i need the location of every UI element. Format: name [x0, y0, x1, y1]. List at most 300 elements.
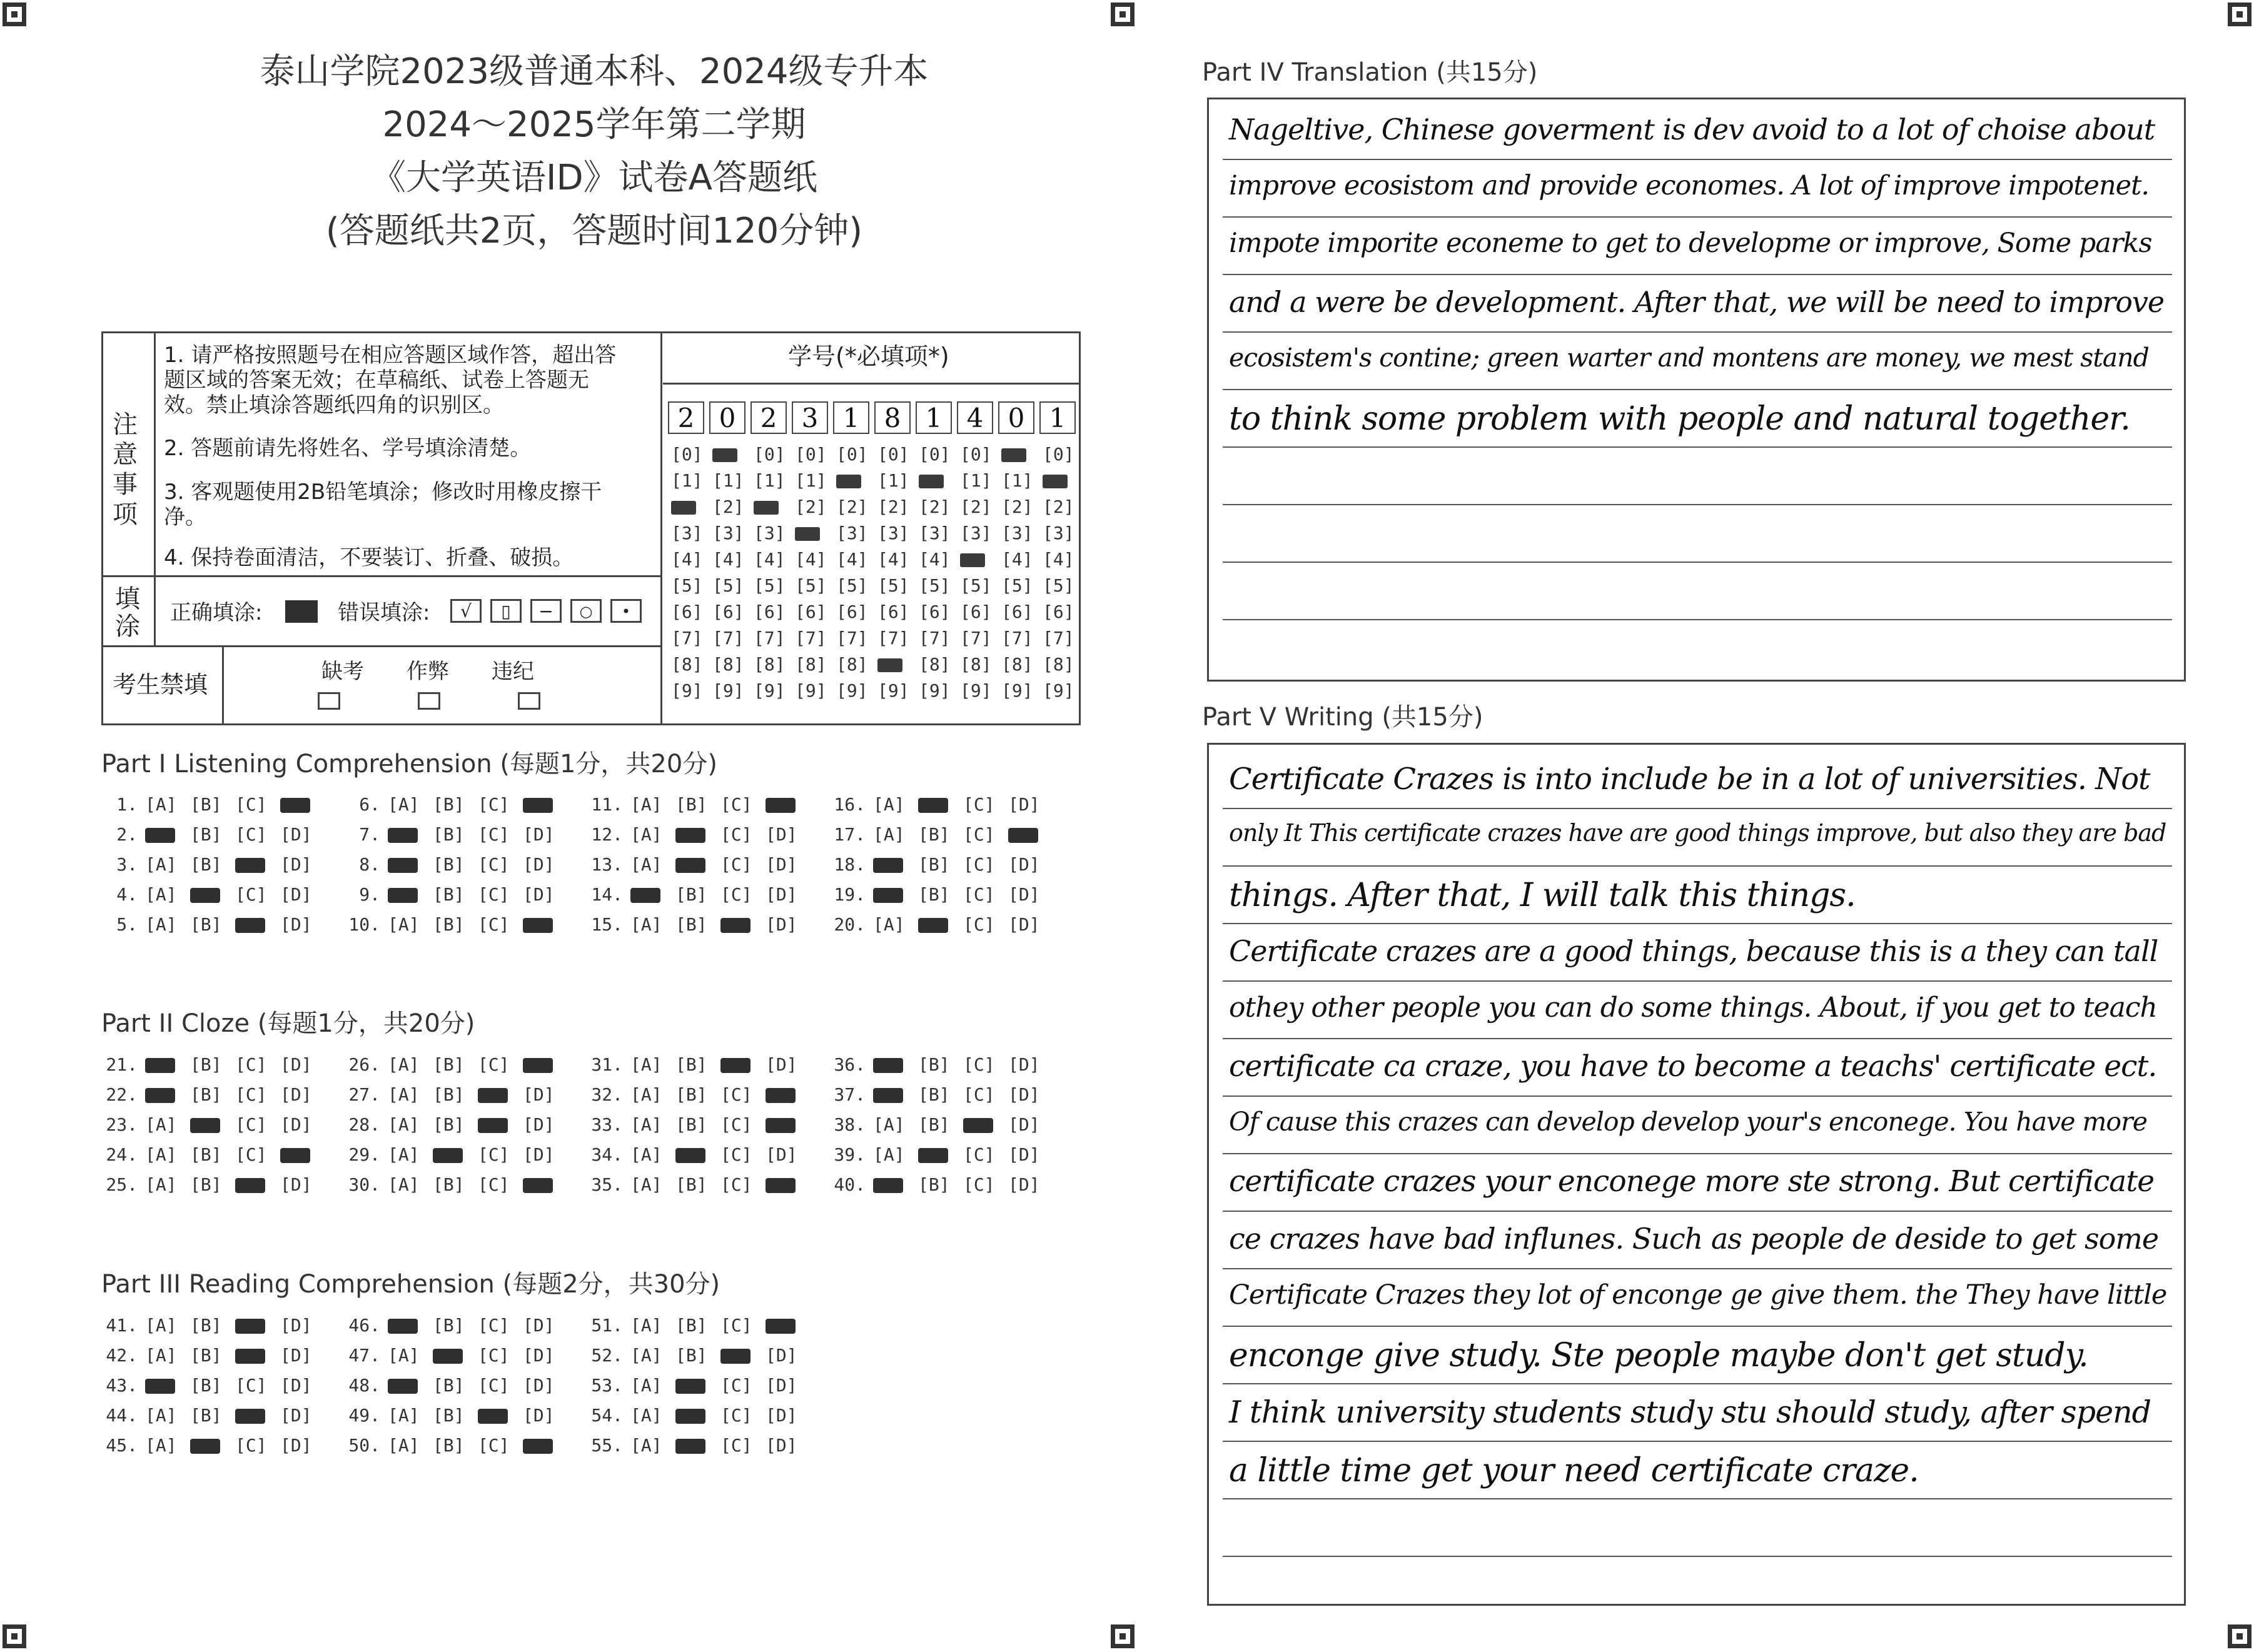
answer-bubble[interactable]: [B]	[433, 1315, 465, 1336]
answer-bubble[interactable]: [D]	[523, 1375, 555, 1396]
answer-bubble-filled[interactable]	[478, 1409, 508, 1424]
student-id-bubble[interactable]: [8]	[836, 654, 868, 675]
answer-bubble[interactable]: [A]	[145, 914, 177, 935]
student-id-bubble[interactable]	[960, 553, 985, 567]
answer-bubble-filled[interactable]	[675, 1379, 705, 1394]
student-id-bubble[interactable]	[712, 448, 737, 462]
answer-bubble[interactable]: [A]	[145, 1345, 177, 1366]
student-id-digit-box[interactable]: 3	[792, 401, 828, 434]
answer-bubble[interactable]: [C]	[478, 1435, 510, 1456]
answer-bubble[interactable]: [C]	[720, 794, 752, 815]
answer-bubble[interactable]: [C]	[720, 824, 752, 845]
answer-bubble[interactable]: [B]	[675, 794, 707, 815]
answer-bubble[interactable]: [D]	[523, 824, 555, 845]
answer-bubble-filled[interactable]	[1008, 828, 1038, 843]
answer-bubble[interactable]: [A]	[873, 794, 905, 815]
student-id-digit-box[interactable]: 1	[916, 401, 952, 434]
student-id-bubble[interactable]: [1]	[960, 470, 992, 491]
answer-bubble-filled[interactable]	[280, 1148, 310, 1163]
answer-bubble[interactable]: [B]	[190, 1345, 222, 1366]
answer-bubble-filled[interactable]	[918, 798, 948, 813]
answer-bubble[interactable]: [A]	[388, 794, 420, 815]
student-id-bubble[interactable]: [2]	[960, 496, 992, 517]
answer-bubble[interactable]: [C]	[963, 854, 995, 875]
answer-bubble[interactable]: [C]	[963, 824, 995, 845]
student-id-bubble[interactable]: [1]	[1001, 470, 1033, 491]
student-id-bubble[interactable]: [5]	[1043, 575, 1074, 596]
student-id-bubble[interactable]: [9]	[712, 680, 744, 701]
student-id-bubble[interactable]: [8]	[754, 654, 786, 675]
answer-bubble-filled[interactable]	[235, 1319, 265, 1334]
answer-bubble[interactable]: [A]	[630, 1084, 662, 1105]
forbid-absent-checkbox[interactable]	[318, 692, 340, 710]
answer-bubble-filled[interactable]	[675, 828, 705, 843]
student-id-digit-box[interactable]: 1	[833, 401, 869, 434]
answer-bubble[interactable]: [A]	[145, 1405, 177, 1426]
student-id-bubble[interactable]: [5]	[836, 575, 868, 596]
answer-bubble[interactable]: [B]	[433, 824, 465, 845]
answer-bubble[interactable]: [D]	[766, 1375, 797, 1396]
answer-bubble[interactable]: [B]	[190, 1084, 222, 1105]
answer-bubble-filled[interactable]	[675, 1439, 705, 1454]
answer-bubble[interactable]: [D]	[280, 1375, 312, 1396]
answer-bubble[interactable]: [A]	[630, 854, 662, 875]
answer-bubble[interactable]: [B]	[433, 1084, 465, 1105]
answer-bubble[interactable]: [A]	[388, 1084, 420, 1105]
student-id-bubble[interactable]: [5]	[877, 575, 909, 596]
student-id-bubble[interactable]: [3]	[671, 523, 703, 543]
answer-bubble[interactable]: [B]	[433, 1435, 465, 1456]
answer-bubble[interactable]: [A]	[145, 794, 177, 815]
answer-bubble[interactable]: [D]	[1008, 884, 1040, 905]
student-id-bubble[interactable]: [7]	[960, 628, 992, 648]
answer-bubble[interactable]: [D]	[766, 1435, 797, 1456]
answer-bubble[interactable]: [C]	[720, 1084, 752, 1105]
answer-bubble[interactable]: [C]	[963, 794, 995, 815]
answer-bubble[interactable]: [C]	[478, 884, 510, 905]
student-id-bubble[interactable]: [9]	[1043, 680, 1074, 701]
answer-bubble[interactable]: [B]	[675, 1315, 707, 1336]
student-id-bubble[interactable]: [1]	[877, 470, 909, 491]
student-id-bubble[interactable]: [7]	[712, 628, 744, 648]
answer-bubble[interactable]: [D]	[1008, 1174, 1040, 1195]
answer-bubble[interactable]: [D]	[280, 1405, 312, 1426]
answer-bubble[interactable]: [D]	[766, 1144, 797, 1165]
answer-bubble-filled[interactable]	[523, 798, 553, 813]
answer-bubble-filled[interactable]	[145, 828, 175, 843]
answer-bubble[interactable]: [B]	[675, 1114, 707, 1135]
answer-bubble[interactable]: [B]	[433, 1375, 465, 1396]
answer-bubble[interactable]: [B]	[918, 854, 950, 875]
answer-bubble[interactable]: [C]	[478, 1345, 510, 1366]
answer-bubble[interactable]: [B]	[675, 914, 707, 935]
answer-bubble[interactable]: [C]	[720, 1435, 752, 1456]
answer-bubble[interactable]: [D]	[280, 1174, 312, 1195]
student-id-bubble[interactable]: [8]	[1043, 654, 1074, 675]
answer-bubble[interactable]: [A]	[630, 1345, 662, 1366]
answer-bubble[interactable]: [C]	[963, 1174, 995, 1195]
answer-bubble[interactable]: [A]	[388, 1435, 420, 1456]
answer-bubble[interactable]: [B]	[433, 1405, 465, 1426]
answer-bubble[interactable]: [B]	[433, 1114, 465, 1135]
student-id-bubble[interactable]: [8]	[712, 654, 744, 675]
student-id-bubble[interactable]: [4]	[671, 549, 703, 570]
answer-bubble-filled[interactable]	[388, 888, 418, 903]
answer-bubble[interactable]: [C]	[235, 1144, 267, 1165]
answer-bubble[interactable]: [B]	[918, 1174, 950, 1195]
student-id-bubble[interactable]: [6]	[836, 602, 868, 622]
answer-bubble[interactable]: [D]	[280, 1315, 312, 1336]
student-id-bubble[interactable]: [7]	[754, 628, 786, 648]
answer-bubble-filled[interactable]	[388, 828, 418, 843]
student-id-bubble[interactable]: [9]	[1001, 680, 1033, 701]
answer-bubble[interactable]: [C]	[235, 884, 267, 905]
answer-bubble-filled[interactable]	[478, 1088, 508, 1103]
answer-bubble[interactable]: [A]	[630, 1114, 662, 1135]
answer-bubble[interactable]: [C]	[720, 1405, 752, 1426]
answer-bubble[interactable]: [B]	[433, 884, 465, 905]
answer-bubble[interactable]: [D]	[523, 1405, 555, 1426]
student-id-bubble[interactable]	[1001, 448, 1026, 462]
answer-bubble[interactable]: [C]	[720, 1114, 752, 1135]
answer-bubble[interactable]: [A]	[630, 1435, 662, 1456]
answer-bubble[interactable]: [B]	[433, 854, 465, 875]
answer-bubble-filled[interactable]	[918, 918, 948, 933]
student-id-bubble[interactable]: [6]	[712, 602, 744, 622]
answer-bubble[interactable]: [B]	[433, 914, 465, 935]
student-id-bubble[interactable]: [4]	[754, 549, 786, 570]
answer-bubble-filled[interactable]	[523, 918, 553, 933]
answer-bubble[interactable]: [B]	[675, 884, 707, 905]
answer-bubble[interactable]: [D]	[766, 1054, 797, 1075]
answer-bubble[interactable]: [D]	[280, 884, 312, 905]
student-id-digit-box[interactable]: 4	[957, 401, 993, 434]
answer-bubble-filled[interactable]	[388, 1379, 418, 1394]
answer-bubble-filled[interactable]	[873, 858, 903, 873]
student-id-digit-box[interactable]: 0	[998, 401, 1034, 434]
student-id-bubble[interactable]: [0]	[919, 444, 951, 465]
answer-bubble-filled[interactable]	[235, 1349, 265, 1364]
answer-bubble[interactable]: [B]	[675, 1174, 707, 1195]
answer-bubble[interactable]: [A]	[145, 1114, 177, 1135]
student-id-bubble[interactable]: [3]	[1043, 523, 1074, 543]
student-id-bubble[interactable]: [1]	[795, 470, 827, 491]
student-id-bubble[interactable]: [9]	[795, 680, 827, 701]
answer-bubble[interactable]: [A]	[873, 1114, 905, 1135]
student-id-bubble[interactable]: [9]	[877, 680, 909, 701]
student-id-bubble[interactable]: [4]	[1043, 549, 1074, 570]
student-id-bubble[interactable]: [1]	[671, 470, 703, 491]
answer-bubble-filled[interactable]	[145, 1379, 175, 1394]
answer-bubble[interactable]: [B]	[918, 1114, 950, 1135]
answer-bubble-filled[interactable]	[766, 798, 796, 813]
answer-bubble[interactable]: [D]	[766, 824, 797, 845]
answer-bubble-filled[interactable]	[190, 1439, 220, 1454]
student-id-bubble[interactable]: [8]	[671, 654, 703, 675]
student-id-bubble[interactable]: [2]	[1043, 496, 1074, 517]
answer-bubble-filled[interactable]	[145, 1058, 175, 1073]
student-id-bubble[interactable]: [6]	[754, 602, 786, 622]
student-id-bubble[interactable]: [6]	[960, 602, 992, 622]
answer-bubble[interactable]: [B]	[918, 1054, 950, 1075]
forbid-violation-checkbox[interactable]	[518, 692, 540, 710]
answer-bubble[interactable]: [D]	[1008, 1114, 1040, 1135]
student-id-bubble[interactable]: [6]	[1043, 602, 1074, 622]
answer-bubble[interactable]: [B]	[918, 884, 950, 905]
answer-bubble-filled[interactable]	[145, 1088, 175, 1103]
answer-bubble[interactable]: [C]	[478, 794, 510, 815]
forbid-cheat-checkbox[interactable]	[418, 692, 440, 710]
answer-bubble[interactable]: [D]	[1008, 1054, 1040, 1075]
answer-bubble-filled[interactable]	[766, 1088, 796, 1103]
answer-bubble[interactable]: [A]	[873, 914, 905, 935]
answer-bubble[interactable]: [D]	[1008, 854, 1040, 875]
answer-bubble[interactable]: [D]	[523, 1345, 555, 1366]
answer-bubble[interactable]: [D]	[280, 1114, 312, 1135]
answer-bubble[interactable]: [A]	[145, 854, 177, 875]
answer-bubble-filled[interactable]	[235, 1178, 265, 1193]
answer-bubble[interactable]: [C]	[235, 824, 267, 845]
answer-bubble[interactable]: [B]	[190, 1315, 222, 1336]
answer-bubble[interactable]: [D]	[1008, 1084, 1040, 1105]
student-id-bubble[interactable]: [0]	[1043, 444, 1074, 465]
answer-bubble[interactable]: [B]	[190, 1144, 222, 1165]
student-id-bubble[interactable]: [0]	[754, 444, 786, 465]
answer-bubble[interactable]: [B]	[190, 1375, 222, 1396]
student-id-bubble[interactable]: [7]	[1001, 628, 1033, 648]
answer-bubble-filled[interactable]	[190, 888, 220, 903]
student-id-bubble[interactable]: [0]	[960, 444, 992, 465]
student-id-digit-box[interactable]: 1	[1039, 401, 1076, 434]
answer-bubble[interactable]: [A]	[630, 914, 662, 935]
answer-bubble[interactable]: [A]	[388, 1405, 420, 1426]
student-id-bubble[interactable]: [0]	[671, 444, 703, 465]
answer-bubble[interactable]: [D]	[766, 1345, 797, 1366]
answer-bubble[interactable]: [D]	[523, 1315, 555, 1336]
student-id-bubble[interactable]: [5]	[671, 575, 703, 596]
answer-bubble[interactable]: [A]	[145, 1315, 177, 1336]
answer-bubble[interactable]: [C]	[963, 1054, 995, 1075]
answer-bubble-filled[interactable]	[766, 1319, 796, 1334]
student-id-bubble[interactable]: [7]	[836, 628, 868, 648]
answer-bubble[interactable]: [A]	[630, 824, 662, 845]
answer-bubble[interactable]: [B]	[190, 1054, 222, 1075]
student-id-bubble[interactable]: [9]	[754, 680, 786, 701]
answer-bubble-filled[interactable]	[478, 1118, 508, 1133]
student-id-bubble[interactable]: [6]	[795, 602, 827, 622]
student-id-bubble[interactable]: [6]	[877, 602, 909, 622]
answer-bubble-filled[interactable]	[523, 1058, 553, 1073]
student-id-bubble[interactable]: [4]	[877, 549, 909, 570]
student-id-bubble[interactable]: [2]	[836, 496, 868, 517]
student-id-bubble[interactable]	[919, 475, 944, 488]
student-id-bubble[interactable]: [0]	[877, 444, 909, 465]
student-id-digit-box[interactable]: 8	[874, 401, 911, 434]
answer-bubble[interactable]: [D]	[280, 824, 312, 845]
answer-bubble[interactable]: [C]	[963, 1084, 995, 1105]
student-id-bubble[interactable]: [5]	[754, 575, 786, 596]
answer-bubble[interactable]: [B]	[190, 854, 222, 875]
student-id-bubble[interactable]: [7]	[671, 628, 703, 648]
student-id-bubble[interactable]: [0]	[836, 444, 868, 465]
answer-bubble-filled[interactable]	[963, 1118, 993, 1133]
student-id-bubble[interactable]: [2]	[712, 496, 744, 517]
answer-bubble[interactable]: [D]	[523, 1114, 555, 1135]
student-id-bubble[interactable]: [4]	[712, 549, 744, 570]
student-id-bubble[interactable]: [8]	[960, 654, 992, 675]
answer-bubble[interactable]: [D]	[766, 884, 797, 905]
student-id-bubble[interactable]: [5]	[919, 575, 951, 596]
student-id-bubble[interactable]: [3]	[712, 523, 744, 543]
student-id-bubble[interactable]: [7]	[795, 628, 827, 648]
answer-bubble[interactable]: [C]	[235, 794, 267, 815]
answer-bubble[interactable]: [B]	[433, 1054, 465, 1075]
answer-bubble-filled[interactable]	[720, 1058, 750, 1073]
answer-bubble-filled[interactable]	[873, 1178, 903, 1193]
answer-bubble[interactable]: [A]	[873, 1144, 905, 1165]
answer-bubble[interactable]: [D]	[523, 884, 555, 905]
student-id-bubble[interactable]: [2]	[1001, 496, 1033, 517]
student-id-bubble[interactable]: [9]	[671, 680, 703, 701]
answer-bubble[interactable]: [B]	[190, 1405, 222, 1426]
answer-bubble[interactable]: [B]	[675, 1054, 707, 1075]
answer-bubble[interactable]: [D]	[766, 1405, 797, 1426]
answer-bubble[interactable]: [B]	[918, 824, 950, 845]
answer-bubble[interactable]: [D]	[280, 1435, 312, 1456]
answer-bubble-filled[interactable]	[873, 1088, 903, 1103]
answer-bubble-filled[interactable]	[190, 1118, 220, 1133]
student-id-bubble[interactable]: [7]	[877, 628, 909, 648]
answer-bubble[interactable]: [D]	[1008, 794, 1040, 815]
answer-bubble[interactable]: [B]	[190, 794, 222, 815]
student-id-bubble[interactable]: [3]	[919, 523, 951, 543]
student-id-bubble[interactable]: [9]	[836, 680, 868, 701]
answer-bubble[interactable]: [C]	[720, 854, 752, 875]
student-id-bubble[interactable]: [3]	[960, 523, 992, 543]
student-id-bubble[interactable]: [6]	[1001, 602, 1033, 622]
answer-bubble-filled[interactable]	[675, 1409, 705, 1424]
answer-bubble-filled[interactable]	[235, 1409, 265, 1424]
answer-bubble[interactable]: [D]	[1008, 914, 1040, 935]
answer-bubble[interactable]: [A]	[145, 1144, 177, 1165]
answer-bubble[interactable]: [C]	[235, 1375, 267, 1396]
answer-bubble[interactable]: [A]	[630, 1375, 662, 1396]
answer-bubble[interactable]: [A]	[630, 1144, 662, 1165]
answer-bubble[interactable]: [C]	[235, 1435, 267, 1456]
answer-bubble[interactable]: [D]	[766, 854, 797, 875]
answer-bubble[interactable]: [C]	[478, 1315, 510, 1336]
answer-bubble[interactable]: [D]	[280, 914, 312, 935]
answer-bubble-filled[interactable]	[433, 1349, 463, 1364]
answer-bubble[interactable]: [C]	[963, 1144, 995, 1165]
answer-bubble[interactable]: [A]	[388, 1174, 420, 1195]
answer-bubble-filled[interactable]	[388, 1319, 418, 1334]
student-id-bubble[interactable]: [4]	[836, 549, 868, 570]
student-id-bubble[interactable]: [9]	[960, 680, 992, 701]
answer-bubble-filled[interactable]	[388, 858, 418, 873]
answer-bubble-filled[interactable]	[766, 1118, 796, 1133]
answer-bubble[interactable]: [D]	[280, 1084, 312, 1105]
answer-bubble-filled[interactable]	[918, 1148, 948, 1163]
answer-bubble[interactable]: [A]	[388, 914, 420, 935]
answer-bubble-filled[interactable]	[720, 918, 750, 933]
student-id-bubble[interactable]: [9]	[919, 680, 951, 701]
answer-bubble[interactable]: [D]	[280, 1345, 312, 1366]
student-id-bubble[interactable]: [5]	[712, 575, 744, 596]
answer-bubble[interactable]: [A]	[388, 1114, 420, 1135]
answer-bubble[interactable]: [B]	[190, 1174, 222, 1195]
answer-bubble[interactable]: [C]	[720, 884, 752, 905]
student-id-bubble[interactable]: [3]	[877, 523, 909, 543]
answer-bubble[interactable]: [C]	[478, 824, 510, 845]
answer-bubble[interactable]: [C]	[720, 1174, 752, 1195]
answer-bubble[interactable]: [C]	[963, 884, 995, 905]
student-id-bubble[interactable]: [5]	[1001, 575, 1033, 596]
student-id-bubble[interactable]: [2]	[877, 496, 909, 517]
answer-bubble[interactable]: [B]	[433, 1174, 465, 1195]
answer-bubble-filled[interactable]	[766, 1178, 796, 1193]
student-id-digit-box[interactable]: 2	[750, 401, 787, 434]
answer-bubble[interactable]: [C]	[478, 1144, 510, 1165]
answer-bubble-filled[interactable]	[235, 858, 265, 873]
student-id-bubble[interactable]: [8]	[795, 654, 827, 675]
student-id-bubble[interactable]: [3]	[754, 523, 786, 543]
student-id-bubble[interactable]	[877, 658, 902, 672]
answer-bubble[interactable]: [A]	[145, 1174, 177, 1195]
answer-bubble[interactable]: [D]	[766, 914, 797, 935]
answer-bubble-filled[interactable]	[523, 1439, 553, 1454]
answer-bubble-filled[interactable]	[873, 888, 903, 903]
student-id-bubble[interactable]: [0]	[795, 444, 827, 465]
student-id-bubble[interactable]: [3]	[1001, 523, 1033, 543]
answer-bubble[interactable]: [A]	[630, 1315, 662, 1336]
student-id-bubble[interactable]: [7]	[1043, 628, 1074, 648]
answer-bubble-filled[interactable]	[675, 858, 705, 873]
answer-bubble[interactable]: [C]	[720, 1375, 752, 1396]
student-id-bubble[interactable]: [8]	[1001, 654, 1033, 675]
student-id-bubble[interactable]: [8]	[919, 654, 951, 675]
student-id-bubble[interactable]: [6]	[919, 602, 951, 622]
answer-bubble[interactable]: [A]	[388, 1144, 420, 1165]
student-id-bubble[interactable]	[795, 527, 820, 541]
student-id-bubble[interactable]: [1]	[754, 470, 786, 491]
student-id-digit-box[interactable]: 2	[668, 401, 704, 434]
student-id-bubble[interactable]	[754, 501, 779, 515]
answer-bubble[interactable]: [D]	[523, 1144, 555, 1165]
answer-bubble-filled[interactable]	[280, 798, 310, 813]
student-id-bubble[interactable]: [6]	[671, 602, 703, 622]
answer-bubble[interactable]: [D]	[1008, 1144, 1040, 1165]
answer-bubble[interactable]: [C]	[478, 914, 510, 935]
answer-bubble-filled[interactable]	[675, 1148, 705, 1163]
answer-bubble-filled[interactable]	[433, 1148, 463, 1163]
answer-bubble[interactable]: [C]	[235, 1084, 267, 1105]
answer-bubble[interactable]: [B]	[190, 824, 222, 845]
answer-bubble[interactable]: [A]	[630, 1054, 662, 1075]
answer-bubble[interactable]: [B]	[433, 794, 465, 815]
answer-bubble[interactable]: [C]	[235, 1054, 267, 1075]
answer-bubble[interactable]: [B]	[675, 1345, 707, 1366]
answer-bubble[interactable]: [A]	[873, 824, 905, 845]
answer-bubble[interactable]: [D]	[280, 1054, 312, 1075]
student-id-bubble[interactable]: [5]	[795, 575, 827, 596]
answer-bubble[interactable]: [B]	[190, 914, 222, 935]
student-id-bubble[interactable]: [4]	[1001, 549, 1033, 570]
answer-bubble-filled[interactable]	[630, 888, 660, 903]
answer-bubble[interactable]: [C]	[478, 1054, 510, 1075]
answer-bubble[interactable]: [C]	[720, 1315, 752, 1336]
answer-bubble[interactable]: [A]	[388, 1345, 420, 1366]
